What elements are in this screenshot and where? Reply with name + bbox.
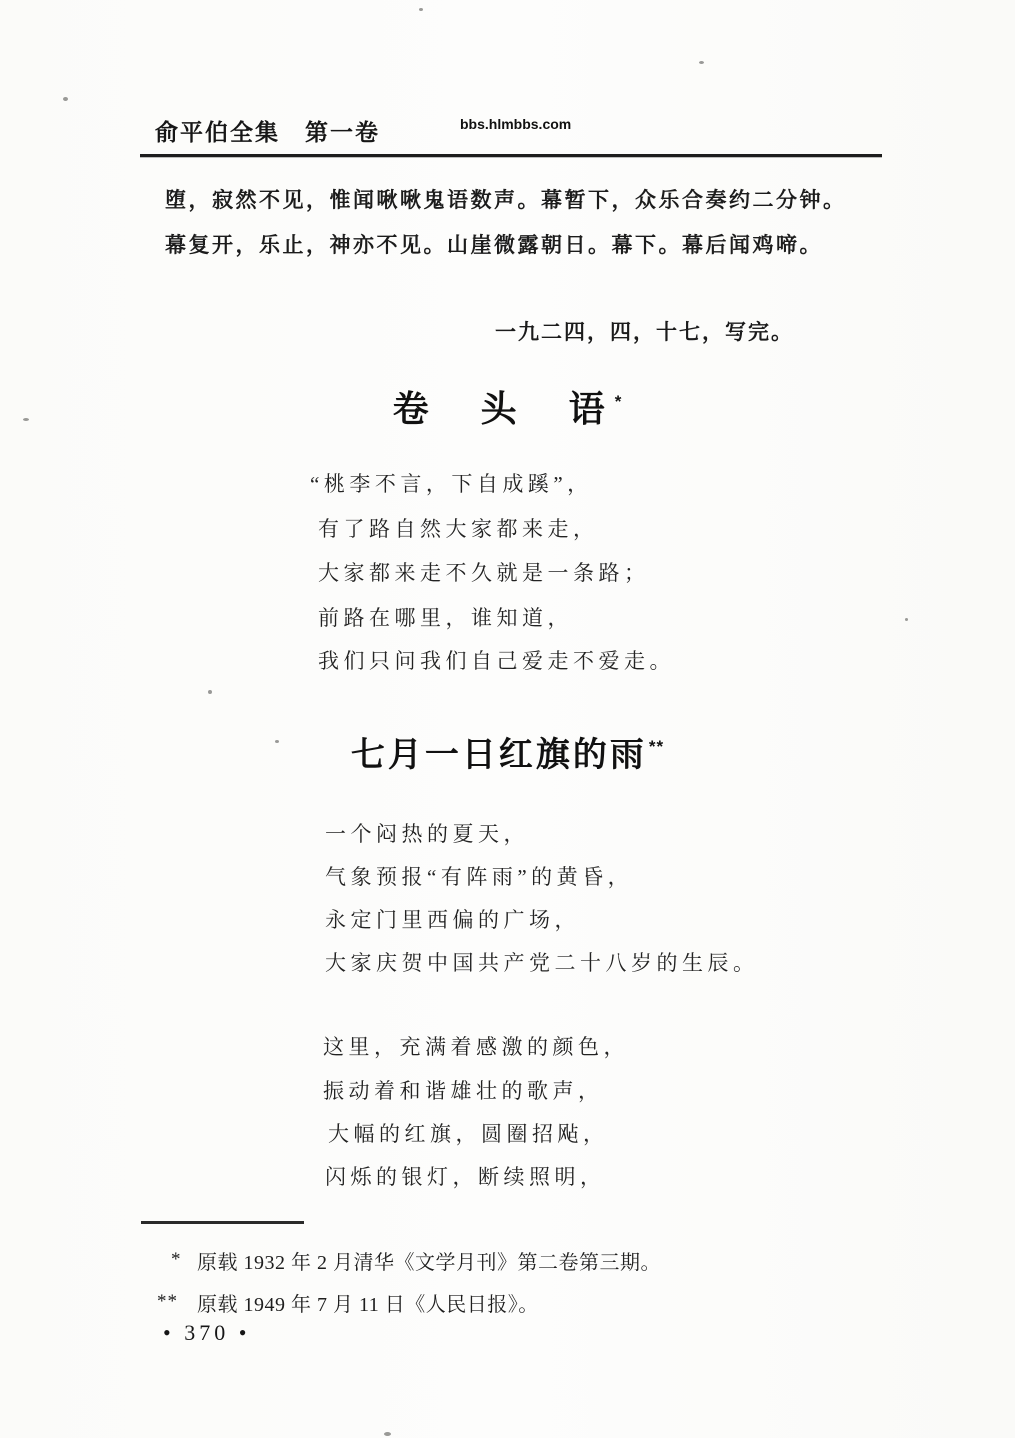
footnote-text: 原载 1932 年 2 月清华《文学月刊》第二卷第三期。 [197, 1252, 661, 1274]
poem2-title-text: 七月一日红旗的雨 [350, 736, 647, 774]
prose-line: 幕复开，乐止，神亦不见。山崖微露朝日。幕下。幕后闻鸡啼。 [165, 233, 823, 257]
poem2-line: 一个闷热的夏天， [325, 822, 529, 846]
poem2-line: 振动着和谐雄壮的歌声， [323, 1079, 604, 1103]
poem1-line: “桃李不言，下自成蹊”， [310, 472, 593, 496]
poem2-line: 永定门里西偏的广场， [325, 908, 580, 932]
composition-date-line: 一九二四，四，十七，写完。 [495, 320, 794, 344]
prose-line: 堕，寂然不见，惟闻啾啾鬼语数声。幕暂下，众乐合奏约二分钟。 [165, 188, 847, 212]
scan-speck [384, 1432, 391, 1436]
poem2-line: 大幅的红旗，圆圈招飐， [328, 1122, 609, 1146]
scan-speck [23, 418, 29, 421]
poem2-footnote-marker: ** [648, 737, 665, 756]
poem2-line: 闪烁的银灯，断续照明， [325, 1165, 606, 1189]
footnote-marker: ** [157, 1291, 178, 1312]
footnote-divider-rule [141, 1221, 304, 1224]
poem1-footnote-marker: * [614, 392, 623, 411]
poem2-line: 大家庆贺中国共产党二十八岁的生辰。 [325, 951, 759, 975]
poem2-title [0, 727, 1015, 776]
watermark-url: bbs.hlmbbs.com [460, 116, 572, 132]
header-divider-rule [140, 154, 882, 157]
scan-speck [63, 97, 68, 101]
poem2-line: 这里，充满着感激的颜色， [323, 1035, 629, 1059]
page-number: • 370 • [163, 1320, 251, 1345]
scan-speck [208, 690, 212, 694]
poem2-line: 气象预报“有阵雨”的黄昏， [325, 865, 634, 889]
scan-speck [419, 8, 423, 11]
poem1-title [0, 381, 1015, 432]
poem1-line: 有了路自然大家都来走， [318, 517, 599, 541]
scan-speck [275, 740, 279, 743]
scan-speck [699, 61, 704, 64]
running-head-book-title: 俞平伯全集 第一卷 [155, 119, 380, 145]
poem1-line: 前路在哪里，谁知道， [318, 606, 573, 630]
footnote-text: 原载 1949 年 7 月 11 日《人民日报》。 [197, 1294, 539, 1316]
poem1-line: 大家都来走不久就是一条路； [318, 561, 650, 585]
scan-speck [905, 618, 908, 621]
poem1-line: 我们只问我们自己爱走不爱走。 [318, 649, 675, 673]
poem1-title-text: 卷 头 语 [392, 388, 613, 429]
footnote-marker: * [171, 1249, 182, 1270]
